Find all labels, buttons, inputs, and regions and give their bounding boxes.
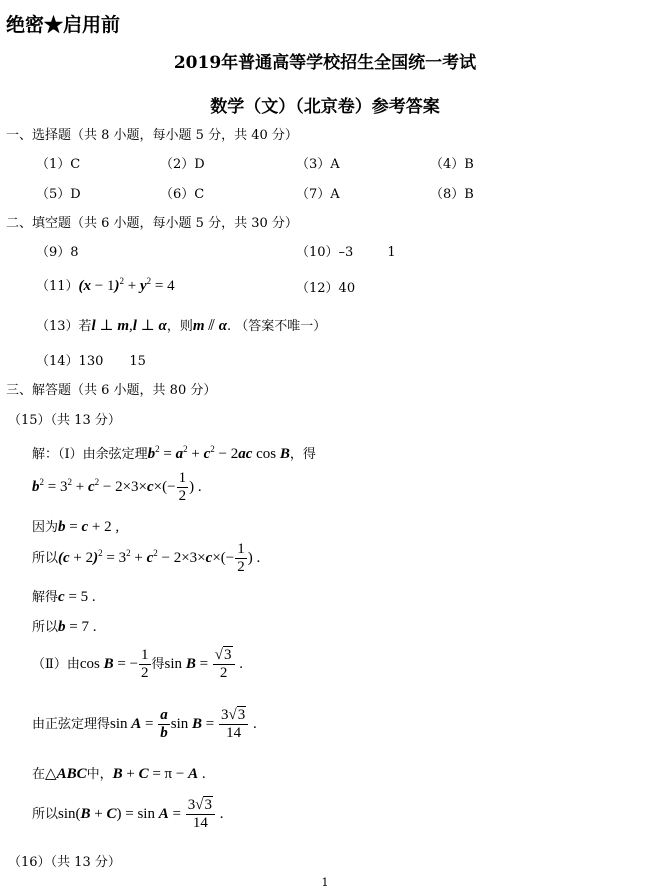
answer-2: （2）D bbox=[160, 157, 205, 172]
p15-law-of-sines: 由正弦定理得sin A = $\frac{a}{b}$ sin B = $\frac{3√3}{14}$ . bbox=[32, 707, 257, 741]
answer-5: （5）D bbox=[36, 187, 81, 202]
p15-solve-c: 解得c = 5 . bbox=[32, 589, 96, 605]
answer-9: （9）8 bbox=[36, 245, 79, 260]
answer-6: （6）C bbox=[160, 187, 205, 202]
p15-equation-2: 所以$(c + 2)^2 = 3^2 + c^2 - 2\times 3\times c\times(-$ $\frac{1}{2}$ ) . bbox=[32, 541, 261, 575]
section-1-heading: 一、选择题（共 8 小题，每小题 5 分，共 40 分） bbox=[6, 128, 298, 143]
p15-law-of-cosines: 解：（Ⅰ）由余弦定理$b^2 = a^2 + c^2 - 2ac$ cos B，得 bbox=[32, 444, 316, 462]
answer-12: （12）40 bbox=[296, 281, 356, 296]
exam-subtitle: 数学（文）（北京卷）参考答案 bbox=[210, 97, 440, 117]
answer-13: （13）若l ⊥ m,l ⊥ α，则m ⫽ α. （答案不唯一） bbox=[36, 318, 327, 334]
page-number: 1 bbox=[321, 876, 329, 889]
answer-8: （8）B bbox=[430, 187, 474, 202]
answer-4: （4）B bbox=[430, 157, 474, 172]
answer-3: （3）A bbox=[296, 157, 340, 172]
answer-14: （14）130 15 bbox=[36, 354, 146, 369]
confidential-label: 绝密★启用前 bbox=[6, 14, 121, 36]
section-2-heading: 二、填空题（共 6 小题，每小题 5 分，共 30 分） bbox=[6, 216, 298, 231]
exam-title: 2019年普通高等学校招生全国统一考试 bbox=[173, 53, 477, 73]
problem-15-heading: （15）（共 13 分） bbox=[8, 413, 121, 428]
p15-part-2: （Ⅱ）由cos B = − $\frac{1}{2}$ 得sin B = $\frac{√3}{2}$ . bbox=[32, 647, 244, 681]
p15-because: 因为b = c + 2 , bbox=[32, 519, 120, 535]
section-3-heading: 三、解答题（共 6 小题，共 80 分） bbox=[6, 383, 217, 398]
answer-1: （1）C bbox=[36, 157, 81, 172]
p15-equation-1: $b^2 = 3^2 + c^2 - 2\times 3\times c\times(-$ $\frac{1}{2}$ ) . bbox=[32, 470, 202, 504]
p15-solve-b: 所以b = 7 . bbox=[32, 619, 97, 635]
problem-16-heading: （16）（共 13 分） bbox=[8, 855, 121, 870]
answer-7: （7）A bbox=[296, 187, 340, 202]
p15-result: 所以sin(B + C) = sin A = $\frac{3√3}{14}$ . bbox=[32, 797, 224, 831]
answer-10: （10）–3 1 bbox=[296, 245, 396, 260]
answer-11: $(11)(x - 1)^2 + y^2 = 4$ bbox=[36, 276, 175, 294]
p15-triangle: 在△ABC中，B + C = π − A . bbox=[32, 766, 206, 782]
